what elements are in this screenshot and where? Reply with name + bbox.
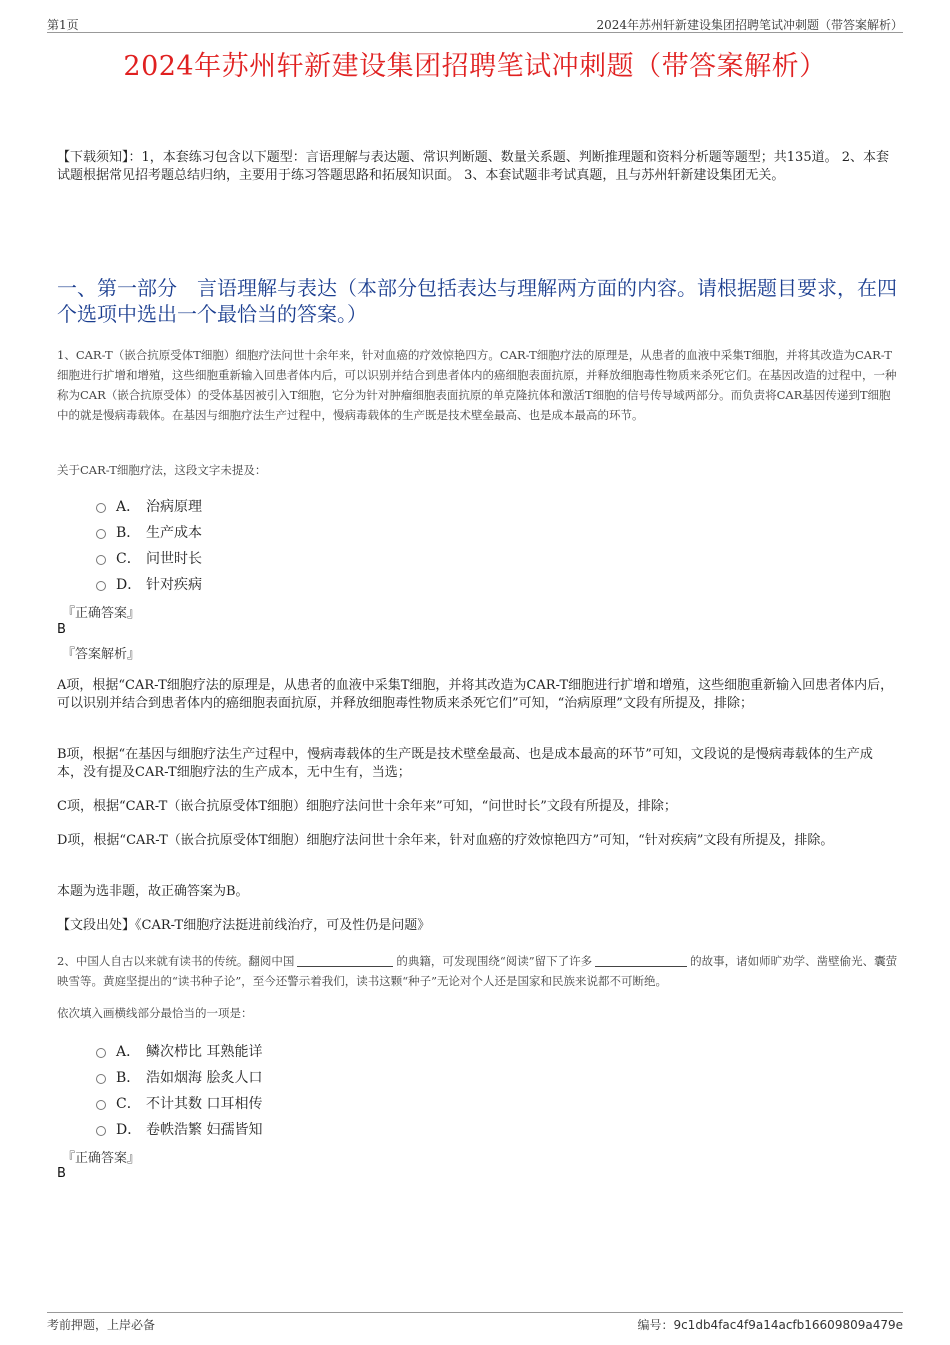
blank-1 (297, 953, 393, 967)
footer-slogan: 考前押题，上岸必备 (47, 1318, 156, 1332)
option-d[interactable]: D． 卷帙浩繁 妇孺皆知 (96, 1116, 262, 1142)
passage-source: 【文段出处】《CAR-T细胞疗法挺进前线治疗，可及性仍是问题》 (57, 918, 431, 933)
page-header (47, 14, 903, 33)
analysis-d: D项，根据“CAR-T（嵌合抗原受体T细胞）细胞疗法问世十余年来，针对血癌的疗效惊艳四方”可知，“针对疾病”文段有所提及，排除。 (57, 833, 834, 848)
question-1-text: 1、CAR-T（嵌合抗原受体T细胞）细胞疗法问世十余年来，针对血癌的疗效惊艳四方。CAR-T细胞疗法的原理是，从患者的血液中采集T细胞，并将其改造为CAR-T细胞进行扩增和增殖，这些细胞重新输入回患者体内后，可以识别并结合到患者体内的癌细胞表面抗原，并释放细胞毒性物质来杀死它们。在基因改造的过程中，一种称为CAR（嵌合抗原受体）的受体基因被引入T细胞，它分为针对肿瘤细胞表面抗原的单克隆抗体和激活T细胞的信号传导域两部分。而负责将CAR基因传递到T细胞中的就是慢病毒载体。在基因与细胞疗法生产过程中，慢病毒载体的生产既是技术壁垒最高、也是成本最高的环节。 (57, 348, 897, 422)
radio-icon[interactable] (96, 555, 106, 565)
option-b[interactable]: B． 浩如烟海 脍炙人口 (96, 1064, 262, 1090)
answer-label: 『正确答案』 (62, 606, 141, 621)
analysis-c: C项，根据“CAR-T（嵌合抗原受体T细胞）细胞疗法问世十余年来”可知，“问世时长”文段有所提及，排除； (57, 799, 677, 814)
correct-answer: B (57, 1166, 66, 1181)
radio-icon[interactable] (96, 503, 106, 513)
option-c[interactable]: C． 不计其数 口耳相传 (96, 1090, 262, 1116)
option-a[interactable]: A． 治病原理 (96, 493, 202, 519)
option-b[interactable]: B． 生产成本 (96, 519, 202, 545)
radio-icon[interactable] (96, 581, 106, 591)
page-footer (47, 1312, 903, 1335)
answer-label: 『正确答案』 (62, 1151, 141, 1166)
option-c[interactable]: C． 问世时长 (96, 545, 202, 571)
footer-code: 编号：9c1db4fac4f9a14acfb16609809a479e (637, 1318, 903, 1332)
option-d[interactable]: D． 针对疾病 (96, 571, 202, 597)
radio-icon[interactable] (96, 1074, 106, 1084)
question-2-prompt: 依次填入画横线部分最恰当的一项是： (57, 1006, 253, 1020)
question-2-options (96, 1038, 262, 1142)
question-1-options (96, 493, 202, 597)
section-heading: 一、第一部分 言语理解与表达（本部分包括表达与理解两方面的内容。请根据题目要求，在四个选项中选出一个最恰当的答案。） (57, 276, 897, 326)
option-a[interactable]: A． 鳞次栉比 耳熟能详 (96, 1038, 262, 1064)
blank-2 (595, 953, 687, 967)
radio-icon[interactable] (96, 1048, 106, 1058)
radio-icon[interactable] (96, 1126, 106, 1136)
download-notice: 【下载须知】：1，本套练习包含以下题型：言语理解与表达题、常识判断题、数量关系题、判断推理题和资料分析题等题型；共135道。 2、本套试题根据常见招考题总结归纳，主要用于练习答题思路和拓展知识面。 3、本套试题非考试真题，且与苏州轩新建设集团无关。 (57, 150, 889, 183)
analysis-a: A项，根据“CAR-T细胞疗法的原理是，从患者的血液中采集T细胞，并将其改造为CAR-T细胞进行扩增和增殖，这些细胞重新输入回患者体内后，可以识别并结合到患者体内的癌细胞表面抗原，并释放细胞毒性物质来杀死它们”可知，“治病原理”文段有所提及，排除； (57, 678, 894, 711)
question-1-prompt: 关于CAR-T细胞疗法，这段文字未提及： (57, 463, 267, 477)
page-number: 第1页 (47, 18, 79, 32)
document-title: 2024年苏州轩新建设集团招聘笔试冲刺题（带答案解析） (123, 51, 827, 82)
radio-icon[interactable] (96, 1100, 106, 1110)
analysis-label: 『答案解析』 (62, 647, 141, 662)
analysis-b: B项，根据“在基因与细胞疗法生产过程中，慢病毒载体的生产既是技术壁垒最高、也是成本最高的环节”可知，文段说的是慢病毒载体的生产成本，没有提及CAR-T细胞疗法的生产成本，无中生有，当选； (57, 747, 873, 780)
correct-answer: B (57, 622, 66, 637)
question-2-text: 2、中国人自古以来就有读书的传统。翻阅中国 的典籍，可发现围绕“阅读”留下了许多 的故事，诸如师旷劝学、凿壁偷光、囊萤映雪等。黄庭坚提出的“读书种子论”，至今还警示着我们，读书这颗“种子”无论对个人还是国家和民族来说都不可断绝。 (57, 954, 898, 988)
analysis-conclusion: 本题为选非题，故正确答案为B。 (57, 884, 249, 899)
header-doc-title: 2024年苏州轩新建设集团招聘笔试冲刺题（带答案解析） (596, 18, 903, 32)
radio-icon[interactable] (96, 529, 106, 539)
